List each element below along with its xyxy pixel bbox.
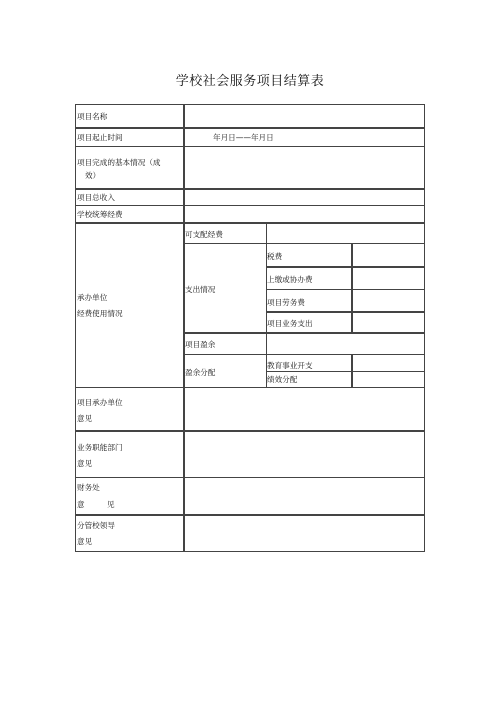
opinion-unit-value-cell[interactable] bbox=[184, 387, 425, 431]
unit-usage-label-line1: 承办单位 bbox=[77, 293, 108, 302]
surplus-dist-label: 盈余分配 bbox=[185, 368, 216, 377]
tax-label: 税费 bbox=[267, 252, 283, 261]
page-title: 学校社会服务项目结算表 bbox=[175, 74, 325, 89]
surplus-value-cell[interactable] bbox=[266, 333, 425, 355]
edu-dev-label: 教育事业开支 bbox=[267, 361, 313, 370]
period-label: 项目起止时间 bbox=[77, 133, 123, 142]
project-name-value-cell[interactable] bbox=[184, 104, 425, 128]
school-fund-label: 学校统筹经费 bbox=[77, 210, 123, 219]
unit-usage-label-cell bbox=[75, 223, 184, 388]
business-exp-value-cell[interactable] bbox=[352, 312, 425, 334]
performance-label: 绩效分配 bbox=[267, 375, 298, 384]
handover-label: 上缴或协办费 bbox=[267, 275, 313, 284]
opinion-finance-line2b: 见 bbox=[107, 500, 115, 509]
opinion-leader-line1: 分管校领导 bbox=[77, 521, 115, 530]
opinion-leader-line2: 意见 bbox=[77, 537, 93, 546]
completion-value-cell[interactable] bbox=[184, 146, 425, 189]
opinion-unit-label-cell bbox=[75, 387, 184, 431]
school-fund-value-cell[interactable] bbox=[184, 205, 425, 223]
completion-label-line1: 项目完成的基本情况（成 bbox=[77, 158, 161, 167]
completion-label-line2: 效） bbox=[85, 171, 101, 180]
labor-label: 项目劳务费 bbox=[267, 298, 305, 307]
available-funds-label: 可支配经费 bbox=[185, 230, 223, 239]
opinion-dept-line2: 意见 bbox=[77, 459, 93, 468]
performance-value-cell[interactable] bbox=[352, 371, 425, 388]
edu-dev-value-cell[interactable] bbox=[352, 354, 425, 372]
business-exp-label: 项目业务支出 bbox=[267, 319, 313, 328]
total-income-value-cell[interactable] bbox=[184, 189, 425, 206]
opinion-finance-line2a: 意 bbox=[77, 500, 85, 509]
opinion-dept-label-cell bbox=[75, 431, 184, 478]
labor-value-cell[interactable] bbox=[352, 289, 425, 312]
opinion-dept-value-cell[interactable] bbox=[184, 431, 425, 478]
opinion-unit-line2: 意见 bbox=[77, 414, 93, 423]
opinion-finance-value-cell[interactable] bbox=[184, 477, 425, 515]
opinion-dept-line1: 业务职能部门 bbox=[77, 443, 123, 452]
surplus-label: 项目盈余 bbox=[185, 340, 216, 349]
total-income-label: 项目总收入 bbox=[77, 193, 115, 202]
opinion-unit-line1: 项目承办单位 bbox=[77, 398, 123, 407]
tax-value-cell[interactable] bbox=[352, 243, 425, 267]
opinion-leader-value-cell[interactable] bbox=[184, 515, 425, 552]
opinion-finance-line1: 财务处 bbox=[77, 483, 100, 492]
available-funds-value-cell[interactable] bbox=[266, 223, 425, 244]
unit-usage-label-line2: 经费使用情况 bbox=[77, 309, 123, 318]
expenditure-label: 支出情况 bbox=[185, 285, 216, 294]
period-value: 年月日——年月日 bbox=[213, 133, 274, 142]
project-name-label: 项目名称 bbox=[77, 112, 108, 121]
handover-value-cell[interactable] bbox=[352, 267, 425, 290]
